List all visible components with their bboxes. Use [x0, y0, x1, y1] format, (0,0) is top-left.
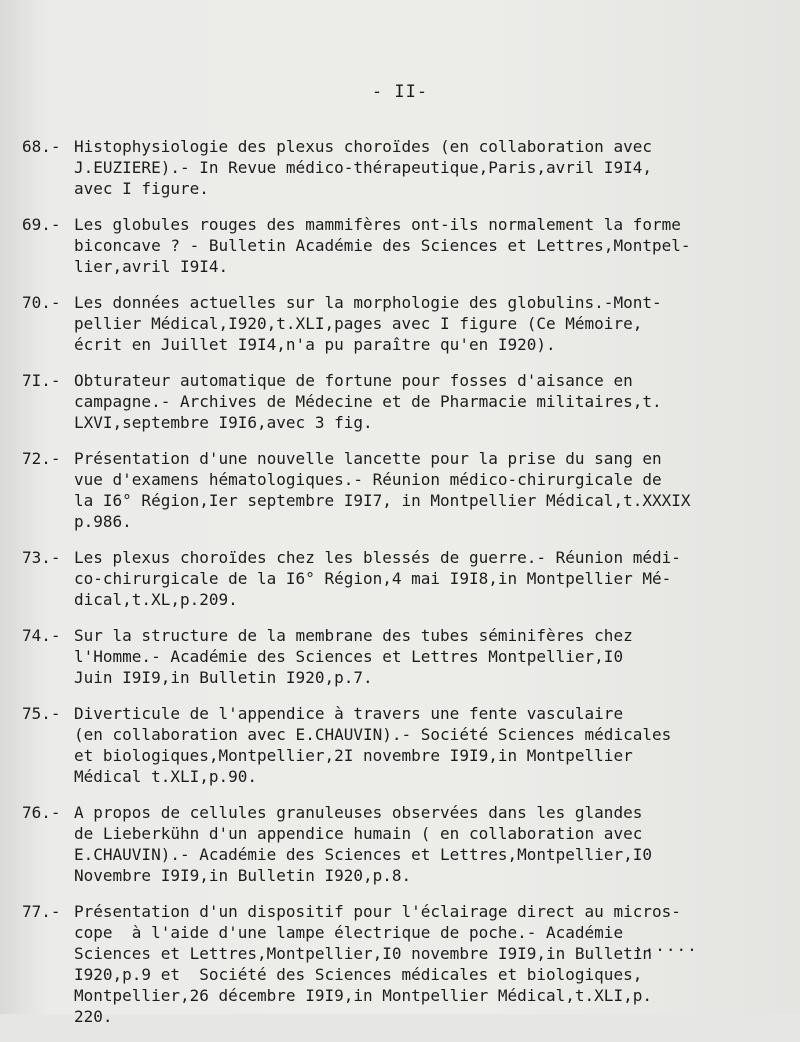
- entry-text: [74, 136, 734, 199]
- entry-line: 220.: [74, 1007, 113, 1026]
- entry-line: cope à l'aide d'une lampe électrique de poche.- Académie: [74, 923, 624, 942]
- entry-number: 70.-: [22, 293, 61, 312]
- entry-line: LXVI,septembre I9I6,avec 3 fig.: [74, 413, 373, 432]
- entry-number: 7I.-: [22, 371, 61, 390]
- entry-line: vue d'examens hématologiques.- Réunion médico-chirurgicale de: [74, 470, 662, 489]
- page-number: - II-: [371, 82, 429, 102]
- bibliography-entry: [22, 214, 792, 277]
- bibliography-entry: [22, 370, 792, 433]
- entry-text: [74, 901, 734, 1027]
- entry-number: 68.-: [22, 137, 61, 156]
- bibliography-entry: [22, 802, 792, 886]
- entry-number: 77.-: [22, 902, 61, 921]
- entry-line: I920,p.9 et Société des Sciences médicales et biologiques,: [74, 965, 643, 984]
- entry-number: 72.-: [22, 449, 61, 468]
- entry-number: 74.-: [22, 626, 61, 645]
- entry-line: pellier Médical,I920,t.XLI,pages avec I figure (Ce Mémoire,: [74, 314, 643, 333]
- bibliography-entry: [22, 547, 792, 610]
- entry-line: avec I figure.: [74, 179, 209, 198]
- entry-text: [74, 214, 734, 277]
- entry-line: Les plexus choroïdes chez les blessés de guerre.- Réunion médi-: [74, 548, 681, 567]
- entry-line: p.986.: [74, 512, 132, 531]
- entry-line: dical,t.XL,p.209.: [74, 590, 238, 609]
- entry-text: [74, 547, 734, 610]
- entry-number: 75.-: [22, 704, 61, 723]
- entry-text: [74, 703, 734, 787]
- entry-line: Présentation d'un dispositif pour l'éclairage direct au micros-: [74, 902, 681, 921]
- bibliography-entry: [22, 901, 792, 1027]
- continuation-dots: ......: [634, 936, 698, 955]
- entry-line: Sciences et Lettres,Montpellier,I0 novembre I9I9,in Bulletin: [74, 944, 652, 963]
- entry-line: Histophysiologie des plexus choroïdes (en collaboration avec: [74, 137, 652, 156]
- entry-line: Présentation d'une nouvelle lancette pour la prise du sang en: [74, 449, 662, 468]
- entry-line: A propos de cellules granuleuses observées dans les glandes: [74, 803, 643, 822]
- bibliography-entry: [22, 625, 792, 688]
- entry-line: la I6° Région,Ier septembre I9I7, in Montpellier Médical,t.XXXIX: [74, 491, 691, 510]
- entry-line: Les globules rouges des mammifères ont-ils normalement la forme: [74, 215, 681, 234]
- entry-line: écrit en Juillet I9I4,n'a pu paraître qu'en I920).: [74, 335, 556, 354]
- bibliography-entry: [22, 703, 792, 787]
- entry-line: de Lieberkühn d'un appendice humain ( en collaboration avec: [74, 824, 643, 843]
- entry-line: J.EUZIERE).- In Revue médico-thérapeutique,Paris,avril I9I4,: [74, 158, 652, 177]
- bibliography-list: [22, 136, 792, 1042]
- entry-number: 69.-: [22, 215, 61, 234]
- entry-text: [74, 448, 734, 532]
- entry-line: et biologiques,Montpellier,2I novembre I9I9,in Montpellier: [74, 746, 633, 765]
- entry-line: biconcave ? - Bulletin Académie des Sciences et Lettres,Montpel-: [74, 236, 691, 255]
- entry-line: E.CHAUVIN).- Académie des Sciences et Lettres,Montpellier,I0: [74, 845, 652, 864]
- entry-line: (en collaboration avec E.CHAUVIN).- Société Sciences médicales: [74, 725, 672, 744]
- entry-line: Diverticule de l'appendice à travers une fente vasculaire: [74, 704, 624, 723]
- entry-line: campagne.- Archives de Médecine et de Pharmacie militaires,t.: [74, 392, 662, 411]
- entry-line: Médical t.XLI,p.90.: [74, 767, 258, 786]
- bibliography-entry: [22, 292, 792, 355]
- entry-line: Novembre I9I9,in Bulletin I920,p.8.: [74, 866, 412, 885]
- entry-line: Sur la structure de la membrane des tubes séminifères chez: [74, 626, 633, 645]
- entry-text: [74, 625, 734, 688]
- entry-text: [74, 370, 734, 433]
- entry-text: [74, 802, 734, 886]
- entry-line: l'Homme.- Académie des Sciences et Lettres Montpellier,I0: [74, 647, 624, 666]
- entry-line: Les données actuelles sur la morphologie des globulins.-Mont-: [74, 293, 662, 312]
- entry-number: 76.-: [22, 803, 61, 822]
- bibliography-entry: [22, 448, 792, 532]
- entry-line: co-chirurgicale de la I6° Région,4 mai I9I8,in Montpellier Mé-: [74, 569, 672, 588]
- entry-number: 73.-: [22, 548, 61, 567]
- entry-text: [74, 292, 734, 355]
- bibliography-entry: [22, 136, 792, 199]
- entry-line: Obturateur automatique de fortune pour fosses d'aisance en: [74, 371, 633, 390]
- entry-line: lier,avril I9I4.: [74, 257, 229, 276]
- entry-line: Juin I9I9,in Bulletin I920,p.7.: [74, 668, 373, 687]
- entry-line: Montpellier,26 décembre I9I9,in Montpellier Médical,t.XLI,p.: [74, 986, 652, 1005]
